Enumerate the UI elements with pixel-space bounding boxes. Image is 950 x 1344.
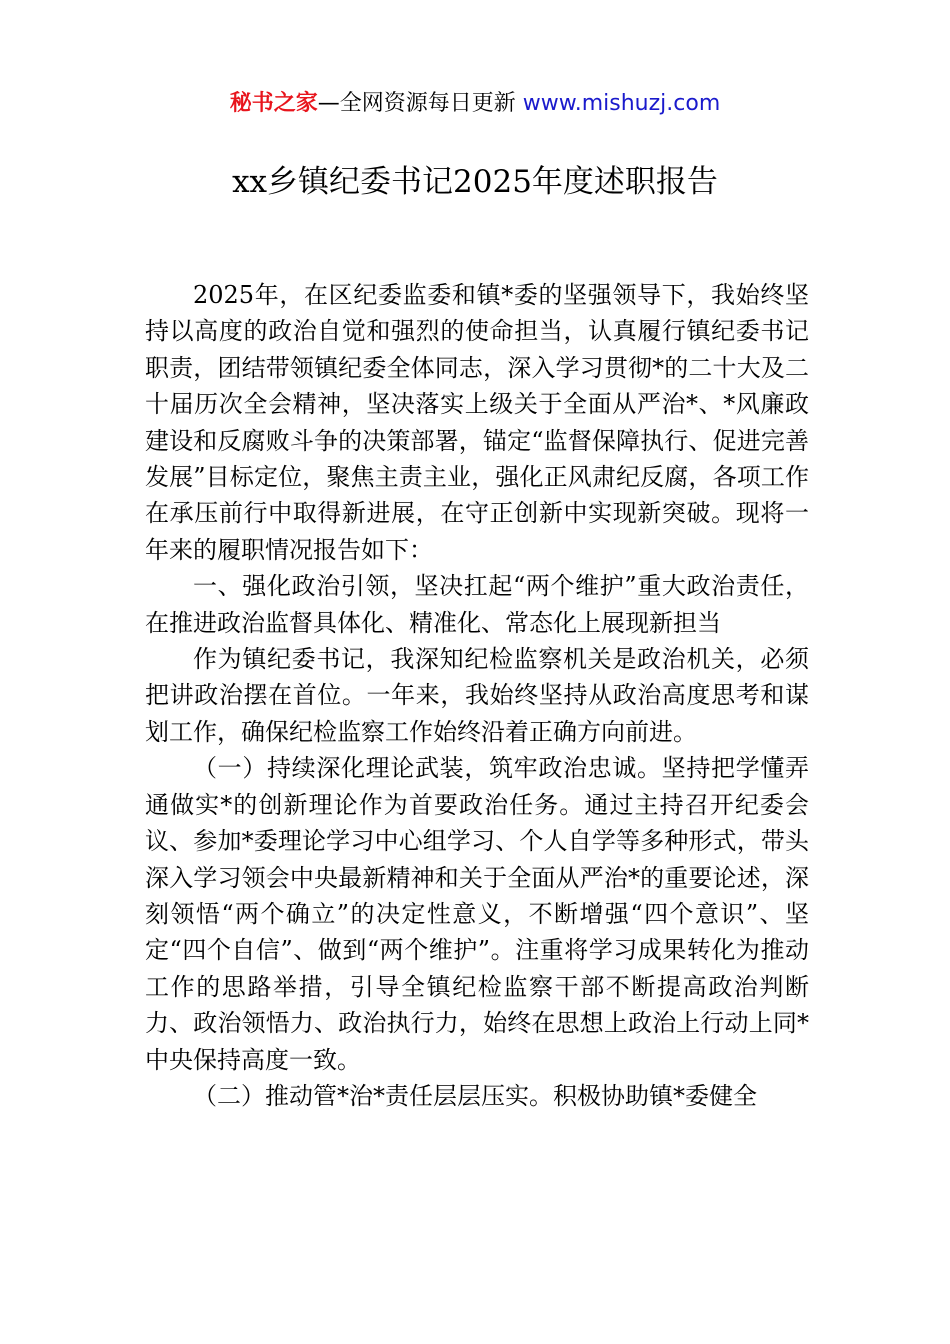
paragraph-subsection-2: （二）推动管*治*责任层层压实。积极协助镇*委健全 [193, 1081, 757, 1110]
paragraph-section-1-intro: 作为镇纪委书记，我深知纪检监察机关是政治机关，必须把讲政治摆在首位。一年来，我始终坚持从政治高度思考和谋划工作，确保纪检监察工作始终沿着正确方向前进。 [145, 645, 809, 746]
heading-section-1: 一、强化政治引领，坚决扛起“两个维护”重大政治责任，在推进政治监督具体化、精准化、常态化上展现新担当 [145, 572, 809, 637]
paragraph-intro: 2025年，在区纪委监委和镇*委的坚强领导下，我始终坚持以高度的政治自觉和强烈的使命担当，认真履行镇纪委书记职责，团结带领镇纪委全体同志，深入学习贯彻*的二十大及二十届历次全会精神，坚决落实上级关于全面从严治*、*风廉政建设和反腐败斗争的决策部署，锚定“监督保障执行、促进完善发展”目标定位，聚焦主责主业，强化正风肃纪反腐，各项工作在承压前行中取得新进展，在守正创新中实现新突破。现将一年来的履职情况报告如下： [145, 281, 809, 564]
paragraph-subsection-1: （一）持续深化理论武装，筑牢政治忠诚。坚持把学懂弄通做实*的创新理论作为首要政治任务。通过主持召开纪委会议、参加*委理论学习中心组学习、个人自学等多种形式，带头深入学习领会中央最新精神和关于全面从严治*的重要论述，深刻领悟“两个确立”的决定性意义，不断增强“四个意识”、坚定“四个自信”、做到“两个维护”。注重将学习成果转化为推动工作的思路举措，引导全镇纪检监察干部不断提高政治判断力、政治领悟力、政治执行力，始终在思想上政治上行动上同*中央保持高度一致。 [145, 754, 809, 1074]
site-brand: 秘书之家 [229, 91, 318, 116]
site-url-link[interactable]: www.mishuzj.com [522, 91, 721, 116]
site-tagline: —全网资源每日更新 [317, 91, 523, 116]
document-title: xx乡镇纪委书记2025年度述职报告 [232, 164, 718, 200]
site-header [0, 88, 950, 120]
document-body [145, 277, 809, 1114]
